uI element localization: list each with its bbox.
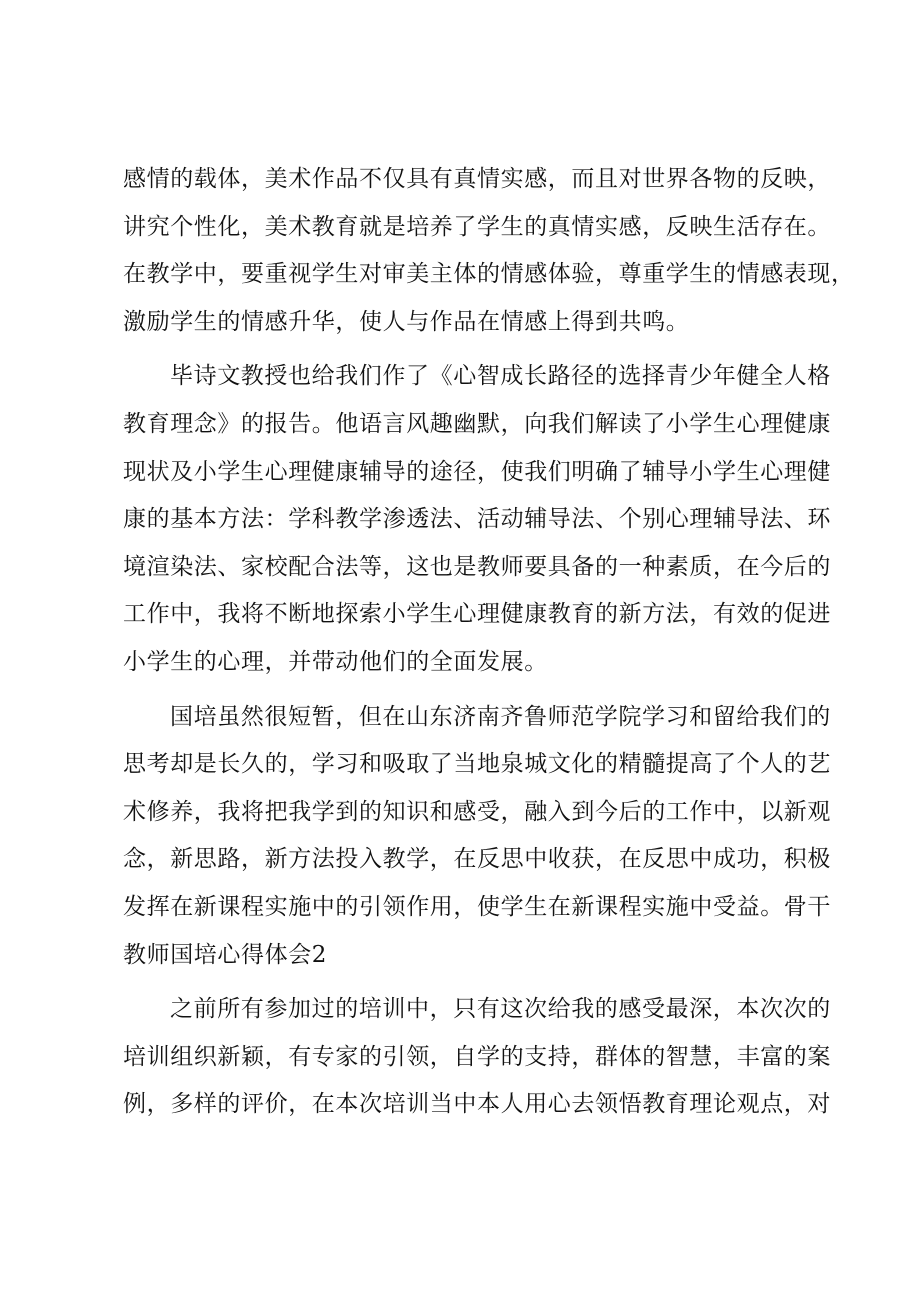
text-line: 培训组织新颖，有专家的引领，自学的支持，群体的智慧，丰富的案 [123,1043,831,1070]
paragraph-1 [123,156,855,346]
text-line: 工作中，我将不断地探索小学生心理健康教育的新方法，有效的促进 [123,601,831,628]
paragraph-4 [123,986,831,1129]
text-line: 激励学生的情感升华，使人与作品在情感上得到共鸣。 [123,308,690,335]
document-page [123,156,855,1129]
text-line: 现状及小学生心理健康辅导的途径，使我们明确了辅导小学生心理健 [123,458,831,485]
text-line: 术修养，我将把我学到的知识和感受，融入到今后的工作中，以新观 [123,798,831,825]
text-line: 之前所有参加过的培训中，只有这次给我的感受最深，本次次的 [170,996,831,1023]
text-line: 教育理念》的报告。他语言风趣幽默，向我们解读了小学生心理健康 [123,410,831,437]
text-line: 境渲染法、家校配合法等，这也是教师要具备的一种素质，在今后的 [123,553,831,580]
text-line: 念，新思路，新方法投入教学，在反思中收获，在反思中成功，积极 [123,846,831,873]
text-line: 毕诗文教授也给我们作了《心智成长路径的选择青少年健全人格 [170,363,831,390]
text-line: 例，多样的评价，在本次培训当中本人用心去领悟教育理论观点，对 [123,1091,831,1118]
text-line: 教师国培心得体会2 [123,941,328,968]
text-line: 国培虽然很短暂，但在山东济南齐鲁师范学院学习和留给我们的 [170,703,831,730]
paragraph-3 [123,694,831,980]
text-line: 在教学中，要重视学生对审美主体的情感体验，尊重学生的情感表现， [123,261,855,288]
text-line: 讲究个性化，美术教育就是培养了学生的真情实感，反映生活存在。 [123,213,831,240]
paragraph-2 [123,353,831,686]
text-line: 小学生的心理，并带动他们的全面发展。 [123,648,548,675]
text-line: 感情的载体，美术作品不仅具有真情实感，而且对世界各物的反映， [123,166,831,192]
text-line: 康的基本方法：学科教学渗透法、活动辅导法、个别心理辅导法、环 [123,506,831,533]
text-line: 思考却是长久的，学习和吸取了当地泉城文化的精髓提高了个人的艺 [123,751,831,778]
text-line: 发挥在新课程实施中的引领作用，使学生在新课程实施中受益。骨干 [123,893,831,920]
